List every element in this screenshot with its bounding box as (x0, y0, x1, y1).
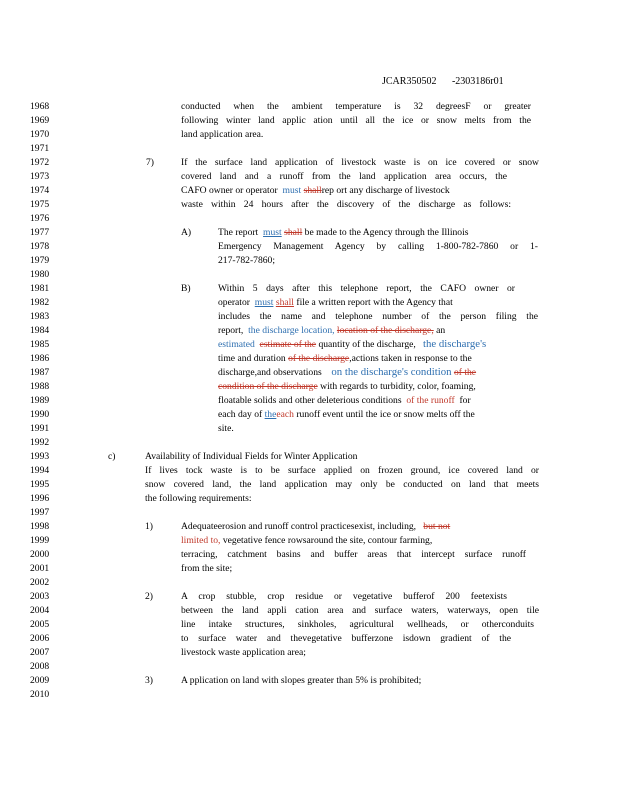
section-c-label: c) (108, 451, 116, 462)
line-number: 1998 (30, 521, 50, 532)
item-7-label: 7) (146, 157, 154, 168)
item-7-line-4: waste within 24 hours after the discovery of the discharge as follows: (181, 199, 511, 210)
item-7-line-1: If the surface land application of livestock waste is on ice covered or snow (181, 157, 539, 168)
line-number: 2000 (30, 549, 50, 560)
item-2-line-3: line intake structures, sinkholes, agricultural wellheads, or otherconduits (181, 619, 534, 630)
item-b-line-9: floatable solids and other deleterious conditions of the runoff for (218, 395, 471, 406)
line-number: 1997 (30, 507, 50, 518)
line-number: 1973 (30, 171, 50, 182)
item-b-line-5: estimated estimate of the quantity of the discharge, the discharge's (218, 338, 487, 350)
section-c-line-3: the following requirements: (145, 493, 252, 504)
item-a-label: A) (181, 227, 192, 238)
line-number: 2006 (30, 633, 50, 644)
item-b-line-6: time and duration of the discharge,actions taken in response to the (218, 353, 472, 364)
line-number: 1969 (30, 115, 50, 126)
item-2-line-2: between the land appli cation area and surface waters, waterways, open tile (181, 605, 539, 616)
item-1-line-2: limited to, vegetative fence rowsaround the site, contour farming, (181, 535, 433, 546)
line-number: 1975 (30, 199, 50, 210)
item-b-label: B) (181, 283, 191, 294)
line-number: 1982 (30, 297, 50, 308)
item-1-label: 1) (145, 521, 153, 532)
line-number: 1974 (30, 185, 50, 196)
line-number: 1987 (30, 367, 50, 378)
document-id: JCAR350502 (382, 76, 437, 87)
line-number: 1991 (30, 423, 50, 434)
intro-line-3: land application area. (181, 129, 264, 140)
item-b-line-1: Within 5 days after this telephone report, the CAFO owner or (218, 283, 515, 294)
line-number: 1970 (30, 129, 50, 140)
line-number: 1981 (30, 283, 50, 294)
line-number: 1992 (30, 437, 50, 448)
item-3-label: 3) (145, 675, 153, 686)
line-number: 1985 (30, 339, 50, 350)
section-c-title: Availability of Individual Fields for Winter Application (145, 451, 358, 462)
item-1-line-3: terracing, catchment basins and buffer areas that intercept surface runoff (181, 549, 526, 560)
line-number: 1971 (30, 143, 50, 154)
item-7-line-3: CAFO owner or operator must shallrep ort any discharge of livestock (181, 185, 450, 196)
item-3-line-1: A pplication on land with slopes greater than 5% is prohibited; (181, 675, 422, 686)
item-2-line-1: A crop stubble, crop residue or vegetative bufferof 200 feetexists (181, 591, 507, 602)
section-c-line-2: snow covered land, the land application may only be conducted on land that meets (145, 479, 539, 490)
line-number: 1977 (30, 227, 50, 238)
line-number: 1976 (30, 213, 50, 224)
line-number: 1984 (30, 325, 50, 336)
item-a-line-3: 217-782-7860; (218, 255, 276, 266)
line-number: 1995 (30, 479, 50, 490)
line-number: 1983 (30, 311, 50, 322)
item-1-line-1: Adequateerosion and runoff control practicesexist, including, but not (181, 521, 451, 532)
line-number: 2008 (30, 661, 50, 672)
item-b-line-8: condition of the discharge with regards to turbidity, color, foaming, (218, 381, 476, 392)
line-number: 2002 (30, 577, 50, 588)
line-number: 1989 (30, 395, 50, 406)
line-number: 1999 (30, 535, 50, 546)
line-number: 1996 (30, 493, 50, 504)
item-2-line-4: to surface water and thevegetative bufferzone isdown gradient of the (181, 633, 511, 644)
intro-line-2: following winter land applic ation until all the ice or snow melts from the (181, 115, 531, 126)
line-number: 1986 (30, 353, 50, 364)
item-b-line-4: report, the discharge location, location of the discharge, an (218, 325, 446, 336)
item-7-line-2: covered land and a runoff from the land application area occurs, the (181, 171, 507, 182)
line-number: 1968 (30, 101, 50, 112)
item-b-line-11: site. (218, 423, 234, 434)
line-number: 1994 (30, 465, 50, 476)
line-number: 1990 (30, 409, 50, 420)
section-c-line-1: If lives tock waste is to be surface applied on frozen ground, ice covered land or (145, 465, 539, 476)
line-number: 1972 (30, 157, 50, 168)
line-number: 1978 (30, 241, 50, 252)
line-number: 2009 (30, 675, 50, 686)
item-2-line-5: livestock waste application area; (181, 647, 306, 658)
item-b-line-2: operator must shall file a written report with the Agency that (218, 297, 453, 308)
line-number: 1980 (30, 269, 50, 280)
line-number: 1979 (30, 255, 50, 266)
item-b-line-10: each day of theeach runoff event until the ice or snow melts off the (218, 409, 475, 420)
intro-line-1: conducted when the ambient temperature is 32 degreesF or greater (181, 101, 531, 112)
line-number: 2004 (30, 605, 50, 616)
revision-id: -2303186r01 (451, 76, 504, 87)
line-number: 1993 (30, 451, 50, 462)
line-number: 2010 (30, 689, 50, 700)
item-1-line-4: from the site; (181, 563, 233, 574)
page-header (382, 76, 504, 87)
line-number: 2007 (30, 647, 50, 658)
line-number: 2005 (30, 619, 50, 630)
item-b-line-7: discharge,and observations on the discharge's condition of the (218, 366, 477, 378)
item-a-line-1: The report must shall be made to the Agency through the Illinois (218, 227, 469, 238)
item-b-line-3: includes the name and telephone number of the person filing the (218, 311, 538, 322)
item-a-line-2: Emergency Management Agency by calling 1-800-782-7860 or 1- (218, 241, 538, 252)
line-number: 2001 (30, 563, 50, 574)
line-number: 1988 (30, 381, 50, 392)
item-2-label: 2) (145, 591, 153, 602)
line-number: 2003 (30, 591, 50, 602)
